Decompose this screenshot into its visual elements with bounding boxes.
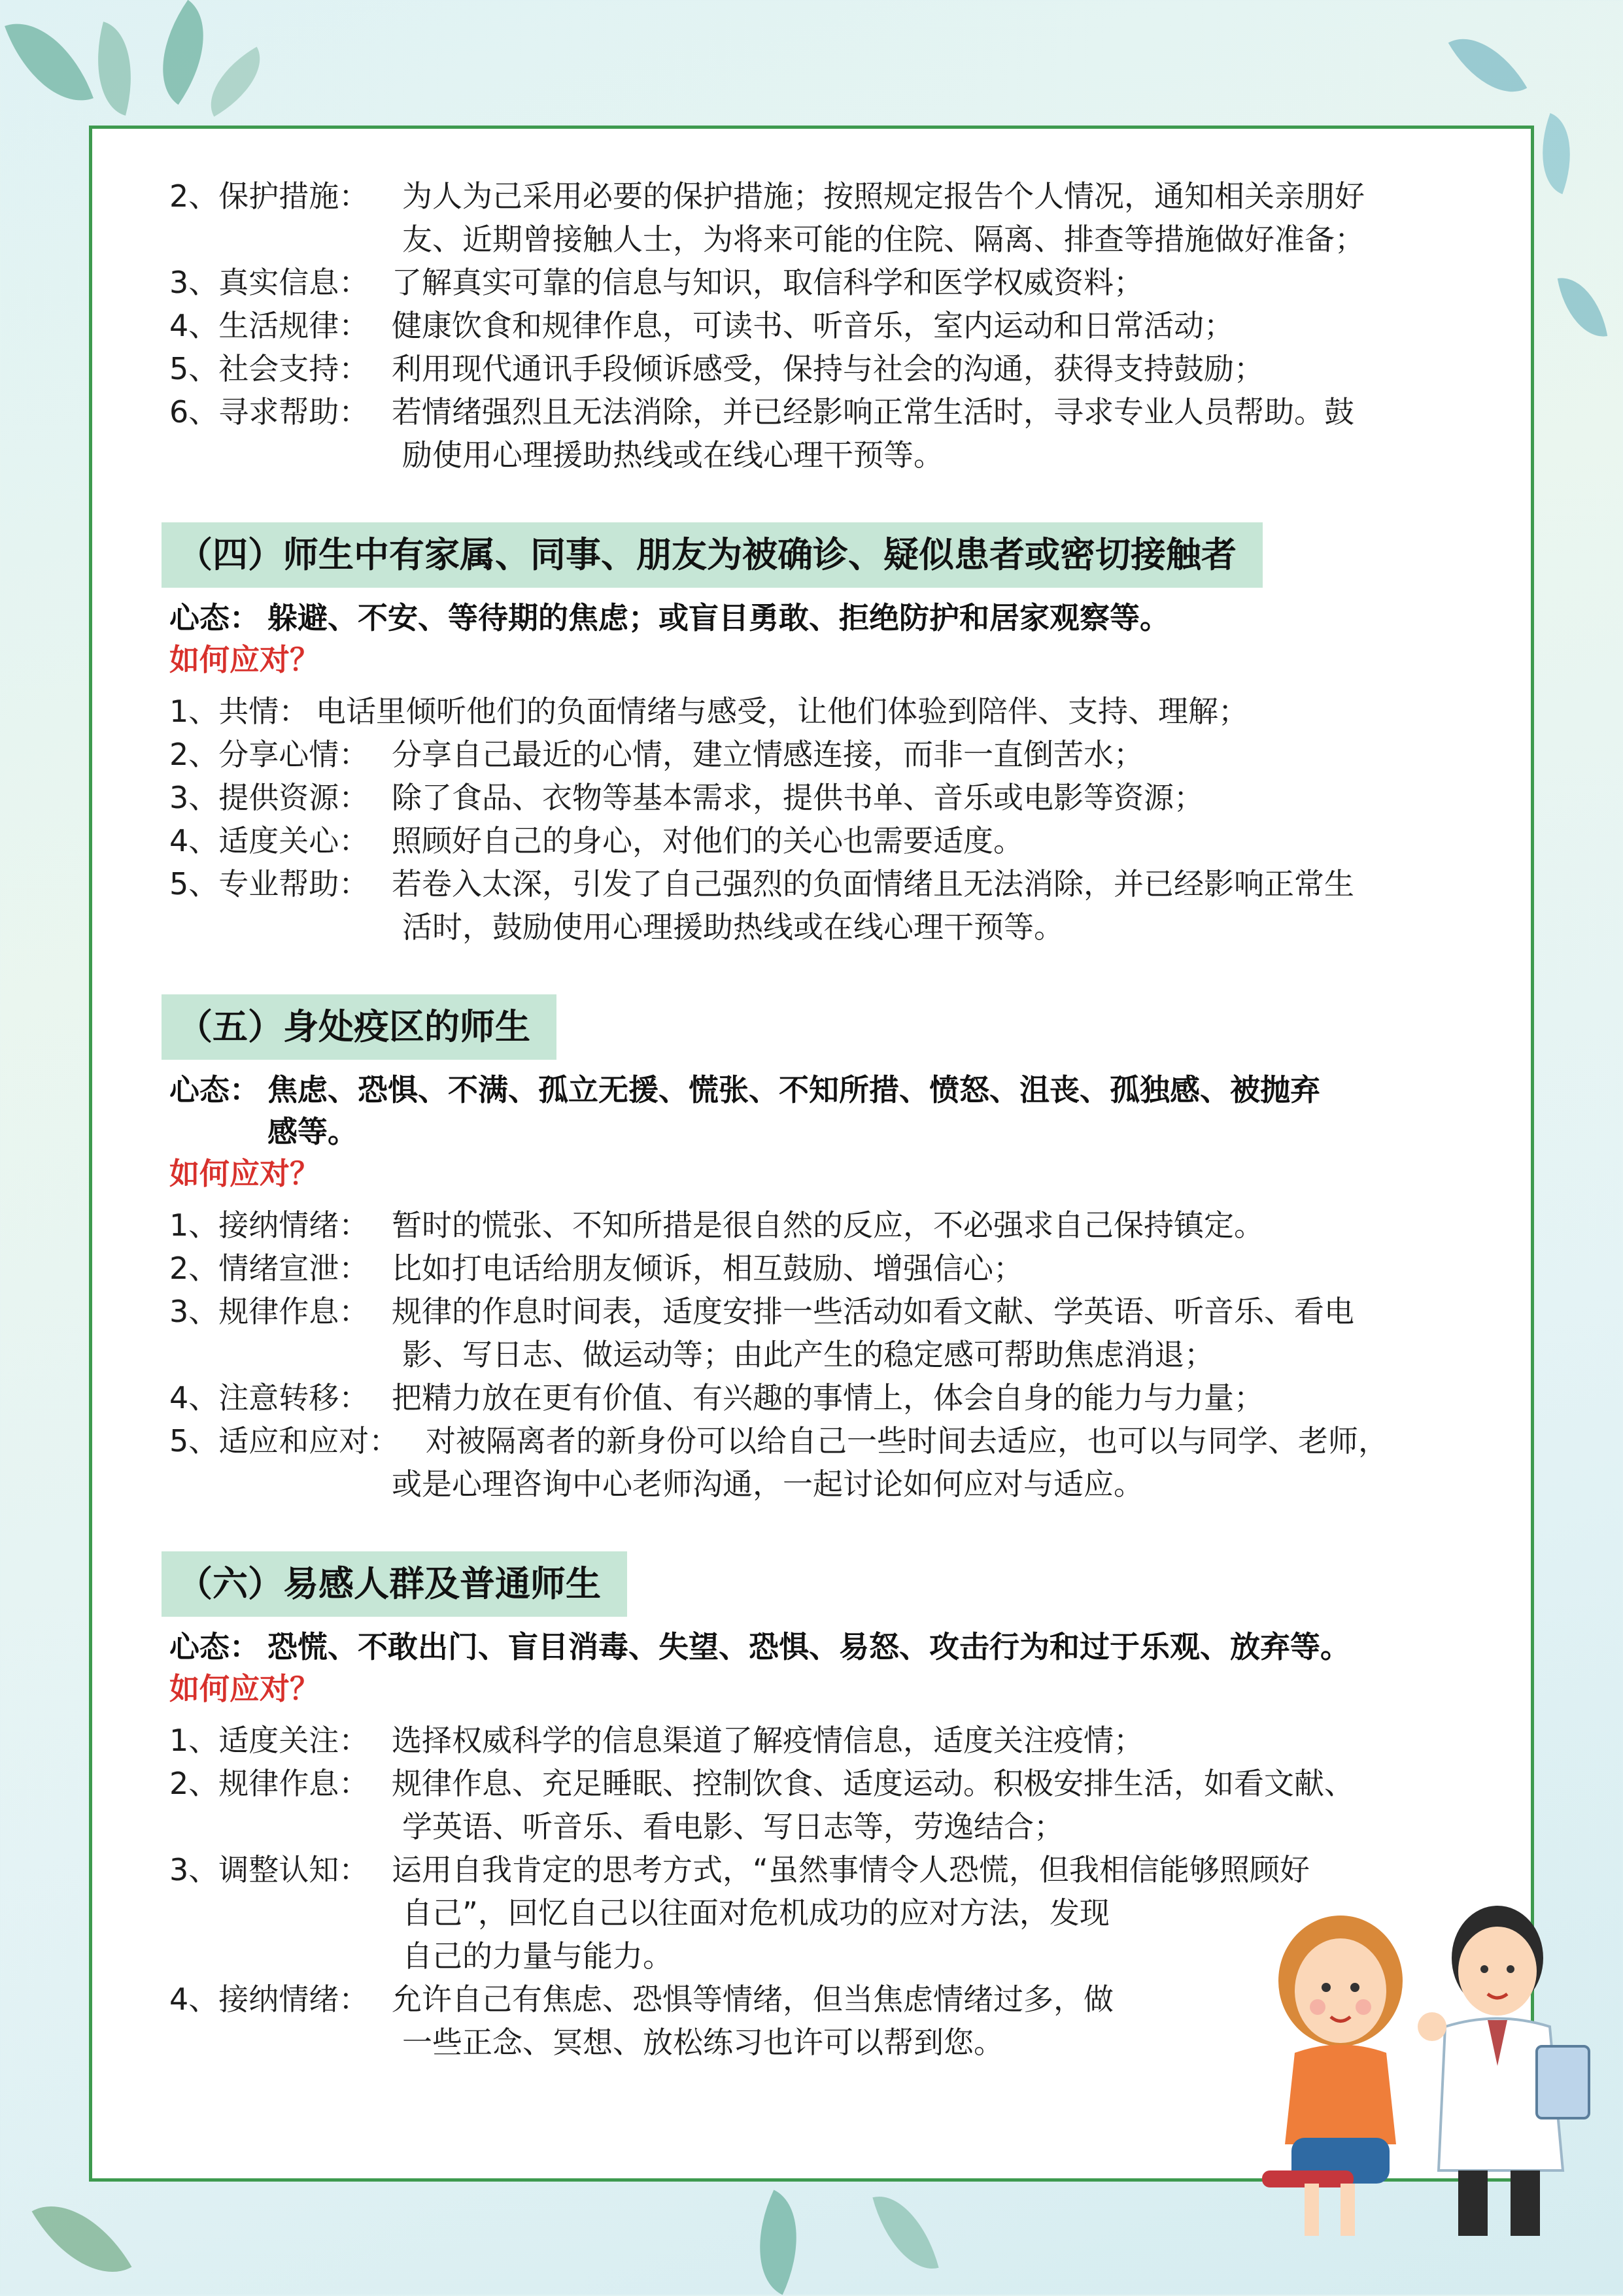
item-label: 4、适度关心： (169, 823, 369, 858)
item-text: 允许自己有焦虑、恐惧等情绪，但当焦虑情绪过多，做 (392, 1982, 1114, 2017)
item-label: 2、情绪宣泄： (169, 1251, 369, 1286)
item-text: 规律作息、充足睡眠、控制饮食、适度运动。积极安排生活，如看文献、 (392, 1766, 1354, 1801)
item-text: 除了食品、衣物等基本需求，提供书单、音乐或电影等资源； (392, 780, 1204, 815)
item-label: 5、社会支持： (169, 351, 369, 386)
item-text: 自己”，回忆自己以往面对危机成功的应对方法，发现 (402, 1895, 1110, 1931)
section-4 (169, 477, 1549, 949)
list-item (169, 1290, 1549, 1376)
item-text: 选择权威科学的信息渠道了解疫情信息，适度关注疫情； (392, 1723, 1144, 1758)
list-item (169, 733, 1549, 776)
item-text: 比如打电话给朋友倾诉，相互鼓励、增强信心； (392, 1251, 1023, 1286)
section-title: （四）师生中有家属、同事、朋友为被确诊、疑似患者或密切接触者 (162, 522, 1263, 588)
list-item (169, 1419, 1549, 1506)
item-text: 自己的力量与能力。 (402, 1938, 673, 1974)
mindset (169, 597, 1549, 639)
leaf-decoration-top-left (0, 0, 275, 131)
mindset (169, 1626, 1549, 1668)
item-text: 分享自己最近的心情，建立情感连接，而非一直倒苦水； (392, 737, 1144, 772)
section-title: （六）易感人群及普通师生 (162, 1551, 627, 1617)
list-item (169, 1247, 1549, 1290)
mindset-label: 心态： (169, 1629, 260, 1664)
item-text: 规律的作息时间表，适度安排一些活动如看文献、学英语、听音乐、看电 (392, 1294, 1354, 1329)
woman-sweater-icon (1285, 2045, 1396, 2145)
item-text: 利用现代通讯手段倾诉感受，保持与社会的沟通，获得支持鼓励； (392, 351, 1264, 386)
item-label: 2、规律作息： (169, 1766, 369, 1801)
list-item (169, 862, 1549, 949)
item-text: 活时，鼓励使用心理援助热线或在线心理干预等。 (402, 909, 1064, 945)
item-label: 4、生活规律： (169, 308, 369, 343)
list-item (169, 261, 1549, 304)
mindset-label: 心态： (169, 600, 260, 635)
mindset-text: 焦虑、恐惧、不满、孤立无援、慌张、不知所措、愤怒、沮丧、孤独感、被抛弃 (267, 1072, 1320, 1107)
list-item (169, 690, 1549, 733)
item-text: 为人为己采用必要的保护措施；按照规定报告个人情况，通知相关亲朋好 (402, 178, 1365, 214)
item-text: 运用自我肯定的思考方式，“虽然事情令人恐慌，但我相信能够照顾好 (392, 1852, 1310, 1887)
item-label: 5、专业帮助： (169, 866, 369, 902)
item-label: 3、规律作息： (169, 1294, 369, 1329)
item-text: 电话里倾听他们的负面情绪与感受，让他们体验到陪伴、支持、理解； (316, 694, 1248, 729)
section-5 (169, 949, 1549, 1506)
item-text: 友、近期曾接触人士，为将来可能的住院、隔离、排查等措施做好准备； (402, 222, 1365, 257)
how-to-cope-heading: 如何应对？ (169, 1671, 320, 1706)
item-label: 3、调整认知： (169, 1852, 369, 1887)
item-text: 健康饮食和规律作息，可读书、听音乐，室内运动和日常活动； (392, 308, 1234, 343)
content-frame (89, 126, 1534, 2182)
item-text: 了解真实可靠的信息与知识，取信科学和医学权威资料； (392, 265, 1144, 300)
doctor-face-icon (1458, 1927, 1537, 2016)
item-text: 励使用心理援助热线或在线心理干预等。 (402, 437, 944, 473)
list-item (169, 1762, 1549, 1848)
mindset-text: 躲避、不安、等待期的焦虑；或盲目勇敢、拒绝防护和居家观察等。 (267, 600, 1170, 635)
item-label: 3、提供资源： (169, 780, 369, 815)
item-text: 若情绪强烈且无法消除，并已经影响正常生活时，寻求专业人员帮助。鼓 (392, 394, 1354, 430)
content-body (169, 175, 1549, 2064)
item-text: 或是心理咨询中心老师沟通，一起讨论如何应对与适应。 (392, 1466, 1144, 1502)
list-item (169, 1719, 1549, 1762)
list-item (169, 347, 1549, 390)
list-item (169, 175, 1549, 261)
woman-and-doctor-illustration (1242, 1896, 1609, 2249)
item-label: 6、寻求帮助： (169, 394, 369, 430)
item-text: 影、写日志、做运动等；由此产生的稳定感可帮助焦虑消退； (402, 1337, 1214, 1372)
intro-list (169, 175, 1549, 477)
illustration-svg (1242, 1896, 1609, 2249)
list-item (169, 390, 1549, 477)
mindset-label: 心态： (169, 1072, 260, 1107)
item-label: 4、注意转移： (169, 1380, 369, 1415)
woman-face-icon (1295, 1938, 1386, 2043)
item-text: 照顾好自己的身心，对他们的关心也需要适度。 (392, 823, 1023, 858)
item-label: 1、接纳情绪： (169, 1207, 369, 1243)
how-to-cope-heading: 如何应对？ (169, 642, 320, 677)
mindset (169, 1069, 1549, 1153)
mindset-text: 感等。 (267, 1114, 358, 1149)
list-item (169, 1376, 1549, 1419)
item-label: 5、适应和应对： (169, 1423, 400, 1459)
item-text: 学英语、听音乐、看电影、写日志等，劳逸结合； (402, 1809, 1064, 1844)
item-text: 一些正念、冥想、放松练习也许可以帮到您。 (402, 2025, 1004, 2060)
section-title: （五）身处疫区的师生 (162, 994, 556, 1060)
item-label: 1、适度关注： (169, 1723, 369, 1758)
clipboard-icon (1537, 2046, 1589, 2118)
list-item (169, 819, 1549, 862)
item-label: 2、分享心情： (169, 737, 369, 772)
item-text: 暂时的慌张、不知所措是很自然的反应，不必强求自己保持镇定。 (392, 1207, 1264, 1243)
item-text: 把精力放在更有价值、有兴趣的事情上，体会自身的能力与力量； (392, 1380, 1264, 1415)
list-item (169, 1204, 1549, 1247)
item-label: 1、共情： (169, 694, 309, 729)
how-to-cope-heading: 如何应对？ (169, 1156, 320, 1191)
list-item (169, 776, 1549, 819)
item-text: 若卷入太深，引发了自己强烈的负面情绪且无法消除，并已经影响正常生 (392, 866, 1354, 902)
item-label: 4、接纳情绪： (169, 1982, 369, 2017)
mindset-text: 恐慌、不敢出门、盲目消毒、失望、恐惧、易怒、攻击行为和过于乐观、放弃等。 (267, 1629, 1350, 1664)
item-text: 对被隔离者的新身份可以给自己一些时间去适应，也可以与同学、老师， (426, 1423, 1388, 1459)
item-label: 2、保护措施： (169, 178, 369, 214)
item-label: 3、真实信息： (169, 265, 369, 300)
list-item (169, 304, 1549, 347)
